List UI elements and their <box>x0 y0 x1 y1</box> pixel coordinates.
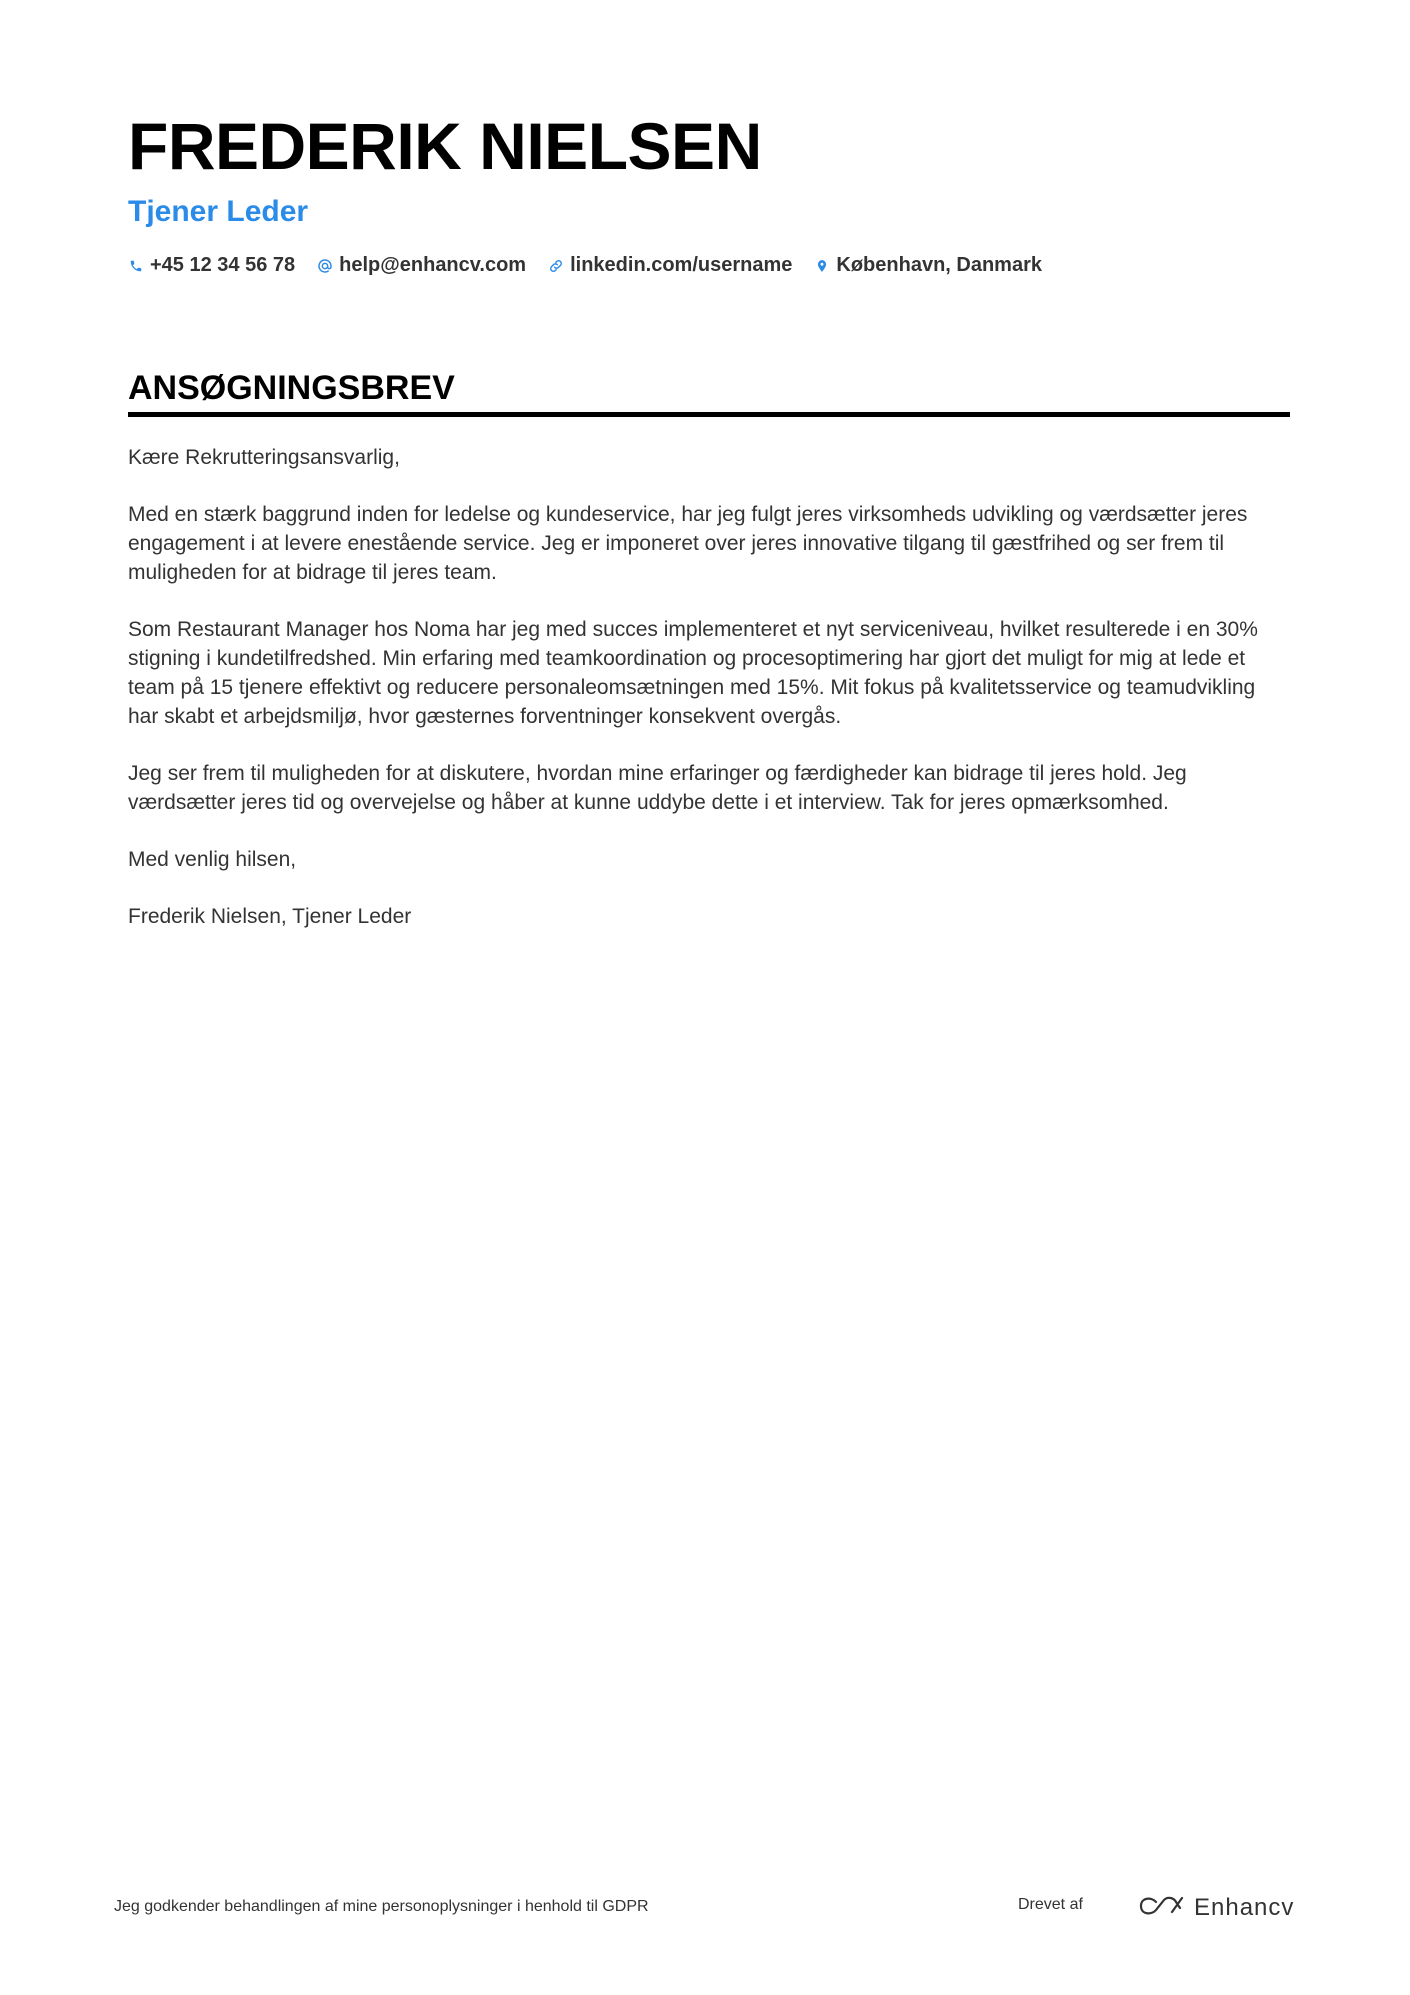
location-text: København, Danmark <box>836 254 1042 276</box>
brand-name: Enhancv <box>1194 1894 1295 1921</box>
letter-paragraph: Som Restaurant Manager hos Noma har jeg med succes implementeret et nyt serviceniveau, hvilket resulterede i en 30% stigning i kundetilfredshed. Min erfaring med teamkoordination og procesoptimering har gjort det muligt for mig at lede et team på 15 tjenere effektivt og reducere personaleomsætningen med 15%. Mit fokus på kvalitetsservice og teamudvikling har skabt et arbejdsmiljø, hvor gæsternes forventninger konsekvent overgås. <box>128 618 1258 728</box>
letter-body <box>128 443 1290 931</box>
footer <box>114 1888 1295 1928</box>
cover-letter-section <box>128 366 1290 959</box>
email-address: help@enhancv.com <box>339 254 527 276</box>
brand-link[interactable] <box>1138 1888 1294 1928</box>
contact-phone[interactable] <box>128 254 295 277</box>
job-title: Tjener Leder <box>128 195 309 228</box>
at-icon <box>317 256 333 276</box>
letter-signature: Frederik Nielsen, Tjener Leder <box>128 905 412 928</box>
gdpr-consent-text: Jeg godkender behandlingen af mine personoplysninger i henhold til GDPR <box>114 1898 649 1915</box>
letter-paragraph: Jeg ser frem til muligheden for at diskutere, hvordan mine erfaringer og færdigheder kan bidrage til jeres hold. Jeg værdsætter jeres tid og overvejelse og håber at kunne uddybe dette i et interview. Tak for jeres opmærksomhed. <box>128 762 1187 814</box>
contact-linkedin[interactable] <box>548 254 792 277</box>
header <box>128 108 1290 277</box>
section-title: ANSØGNINGSBREV <box>128 369 455 407</box>
link-icon <box>548 256 564 276</box>
candidate-name: FREDERIK NIELSEN <box>128 109 762 183</box>
contact-email[interactable] <box>317 254 526 277</box>
letter-greeting: Kære Rekrutteringsansvarlig, <box>128 446 400 469</box>
enhancv-logo-icon <box>1138 1894 1184 1923</box>
phone-number: +45 12 34 56 78 <box>150 254 296 276</box>
letter-paragraph: Med en stærk baggrund inden for ledelse og kundeservice, har jeg fulgt jeres virksomheds udvikling og værdsætter jeres engagement i at levere enestående service. Jeg er imponeret over jeres innovative tilgang til gæstfrihed og ser frem til muligheden for at bidrage til jeres team. <box>128 503 1248 584</box>
contact-row <box>128 254 1290 277</box>
phone-icon <box>128 256 144 276</box>
powered-by-label: Drevet af <box>1018 1896 1083 1913</box>
linkedin-url: linkedin.com/username <box>570 254 793 276</box>
letter-closing: Med venlig hilsen, <box>128 848 297 871</box>
contact-location <box>814 254 1042 277</box>
location-pin-icon <box>814 256 830 276</box>
section-divider <box>128 412 1290 417</box>
